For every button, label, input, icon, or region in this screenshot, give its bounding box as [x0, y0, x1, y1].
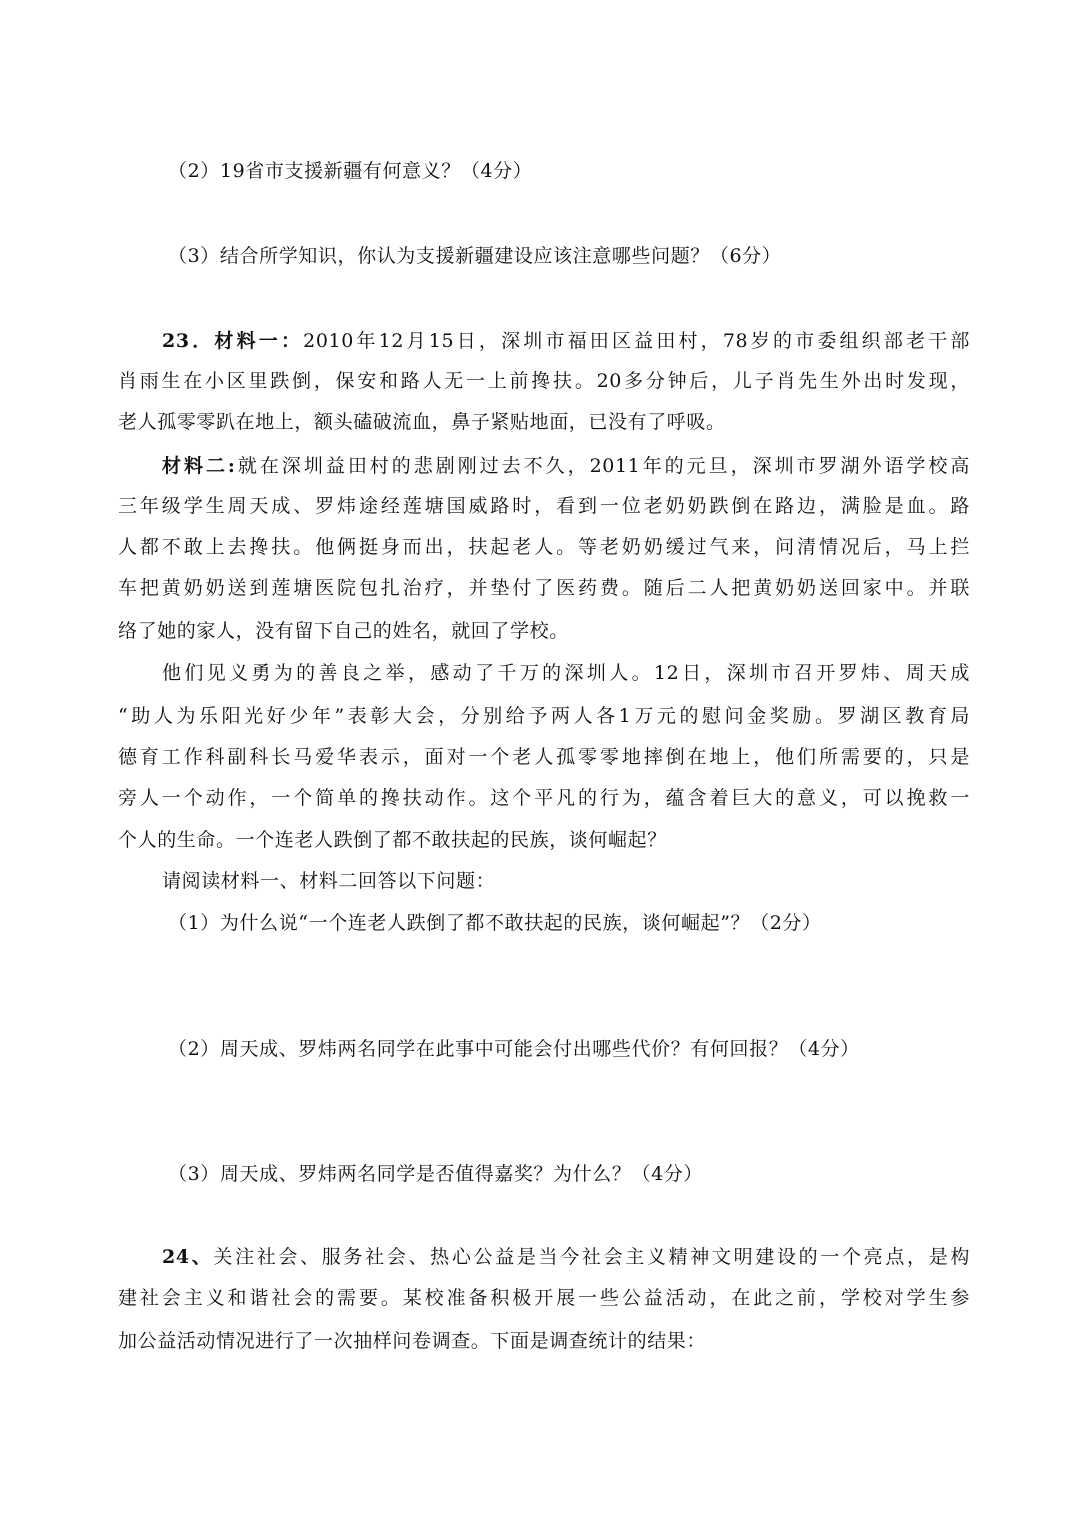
q23-material1-text: 2010年12月15日，深圳市福田区益田村，78岁的市委组织部老干部 — [303, 330, 970, 352]
q23-material2-label: 材料二: — [162, 455, 236, 477]
q23-material1-line1 — [162, 326, 970, 356]
q23-material2-line2: 三年级学生周天成、罗炜途经莲塘国威路时，看到一位老奶奶跌倒在路边，满脸是血。路 — [118, 495, 970, 517]
q23-prompt: 请阅读材料一、材料二回答以下问题： — [162, 870, 496, 892]
q23-material1-line3: 老人孤零零趴在地上，额头磕破流血，鼻子紧贴地面，已没有了呼吸。 — [118, 411, 726, 433]
q23-para3-line5: 个人的生命。一个连老人跌倒了都不敢扶起的民族，谈何崛起？ — [118, 829, 667, 851]
q23-material2-text: 就在深圳益田村的悲剧刚过去不久，2011年的元旦，深圳市罗湖外语学校高 — [235, 455, 970, 477]
q23-para3-line2: “助人为乐阳光好少年”表彰大会，分别给予两人各1万元的慰问金奖励。罗湖区教育局 — [118, 705, 970, 727]
q22-sub2: （2）19省市支援新疆有何意义？（4分） — [168, 160, 533, 182]
q23-number: 23． — [162, 330, 215, 352]
q23-material1-label: 材料一： — [214, 330, 304, 352]
q23-material2-line4: 车把黄奶奶送到莲塘医院包扎治疗，并垫付了医药费。随后二人把黄奶奶送回家中。并联 — [118, 577, 970, 599]
q23-para3-line3: 德育工作科副科长马爱华表示，面对一个老人孤零零地摔倒在地上，他们所需要的，只是 — [118, 746, 970, 768]
q24-line3: 加公益活动情况进行了一次抽样问卷调查。下面是调查统计的结果： — [118, 1330, 707, 1352]
q23-material2-line5: 络了她的家人，没有留下自己的姓名，就回了学校。 — [118, 620, 569, 642]
q22-sub3: （3）结合所学知识，你认为支援新疆建设应该注意哪些问题？（6分） — [168, 245, 782, 267]
q23-material2-line1 — [162, 451, 970, 481]
q23-para3-line4: 旁人一个动作，一个简单的搀扶动作。这个平凡的行为，蕴含着巨大的意义，可以挽救一 — [118, 787, 970, 809]
q24-line2: 建社会主义和谐社会的需要。某校准备积极开展一些公益活动，在此之前，学校对学生参 — [118, 1287, 970, 1309]
q23-material1-line2: 肖雨生在小区里跌倒，保安和路人无一上前搀扶。20多分钟后，儿子肖先生外出时发现， — [118, 370, 970, 392]
q24-line1 — [162, 1242, 970, 1272]
q23-sub1: （1）为什么说“一个连老人跌倒了都不敢扶起的民族，谈何崛起”？（2分） — [168, 912, 822, 934]
q24-text: 关注社会、服务社会、热心公益是当今社会主义精神文明建设的一个亮点，是构 — [213, 1246, 970, 1268]
q24-number: 24、 — [162, 1246, 214, 1268]
q23-sub3: （3）周天成、罗炜两名同学是否值得嘉奖？为什么？（4分） — [168, 1163, 703, 1185]
q23-para3-line1: 他们见义勇为的善良之举，感动了千万的深圳人。12日，深圳市召开罗炜、周天成 — [162, 662, 970, 684]
q23-sub2: （2）周天成、罗炜两名同学在此事中可能会付出哪些代价？有何回报？（4分） — [168, 1038, 860, 1060]
q23-material2-line3: 人都不敢上去搀扶。他俩挺身而出，扶起老人。等老奶奶缓过气来，问清情况后，马上拦 — [118, 536, 970, 558]
